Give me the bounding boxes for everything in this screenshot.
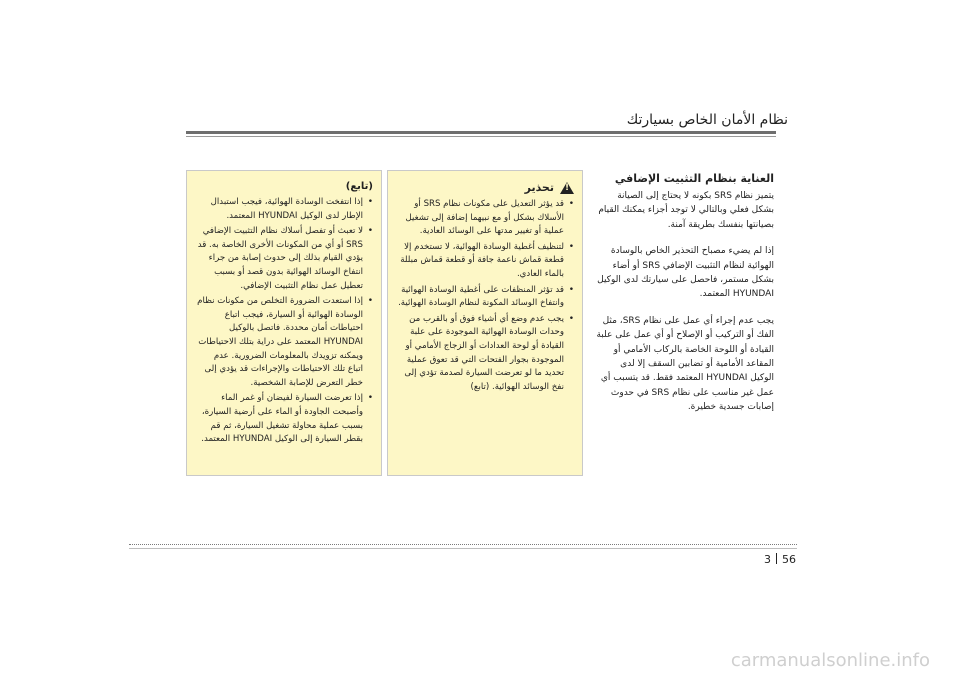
warning-bullet-list: [398, 198, 574, 394]
warning-label: تحذير: [524, 181, 554, 194]
left-bullet-list: [197, 196, 373, 447]
page-number-separator: [776, 553, 777, 564]
page-number: [764, 553, 796, 566]
warning-box: [387, 170, 583, 476]
header-rule-thin: [186, 136, 776, 137]
list-item: • إذا انتفخت الوسادة الهوائية، فيجب استبدال الإطار لدى الوكيل HYUNDAI المعتمد.: [197, 196, 373, 223]
care-paragraph: إذا لم يضيء مصباح التحذير الخاص بالوسادة الهوائية لنظام التثبيت الإضافي SRS أو أضاء بشكل مستمر، فاحصل على سيارتك لدى الوكيل HYUNDAI المعتمد.: [597, 246, 774, 300]
warning-header: [398, 181, 574, 194]
chapter-number: 3: [764, 553, 771, 566]
continued-label: (تابع): [345, 181, 373, 192]
caution-box-continued: [186, 170, 382, 476]
list-item: • قد تؤثر المنظفات على أغطية الوسادة الهوائية وانتفاخ الوسائد المكونة لنظام الوسادة الهوائية.: [398, 284, 574, 311]
list-item: • يجب عدم وضع أي أشياء فوق أو بالقرب من وحدات الوسادة الهوائية الموجودة على علبة القيادة أو لوحة العدادات أو الزجاج الأمامي أو الموجودة بجوار الفتحات التي قد تعوق عملية تحديد ما لو تعرضت السيارة لصدمة تؤدي إلى نفخ الوسائد الهوائية. (تابع): [398, 313, 574, 395]
footer-dotted-rule: [129, 544, 797, 545]
list-item: • لتنظيف أغطية الوسادة الهوائية، لا تستخدم إلا قطعة قماش ناعمة جافة أو قطعة قماش مبللة بالماء العادي.: [398, 241, 574, 282]
list-item: • لا تعبث أو تفصل أسلاك نظام التثبيت الإضافي SRS أو أي من المكونات الأخرى الخاصة به. قد يؤدي القيام بذلك إلى حدوث إصابة من جراء انتفاخ الوسائد الهوائية بدون قصد أو بسبب تعطيل عمل نظام التثبيت الإضافي.: [197, 225, 373, 293]
list-item: • إذا استعدت الضرورة التخلص من مكونات نظام الوسادة الهوائية أو السيارة، فيجب اتباع احتياطات أمان محددة. فاتصل بالوكيل HYUNDAI المعتمد على دراية بتلك الاحتياطات ويمكنه تزويدك بالمعلومات الضرورية. عدم اتباع تلك الاحتياطات والإجراءات قد يؤدي إلى خطر التعرض للإصابة الشخصية.: [197, 295, 373, 390]
page-number-value: 56: [782, 553, 796, 566]
care-paragraph: يتميز نظام SRS بكونه لا يحتاج إلى الصيانة بشكل فعلي وبالتالي لا توجد أجزاء يمكنك القيام بصيانتها بنفسك بطريقة آمنة.: [598, 191, 774, 230]
warning-triangle-icon: [560, 182, 574, 194]
care-heading: العناية بنظام التثبيت الإضافي: [614, 172, 774, 185]
header-rule: [186, 131, 776, 134]
section-title: نظام الأمان الخاص بسيارتك: [626, 112, 788, 128]
care-column: [596, 172, 774, 427]
care-paragraph: يجب عدم إجراء أي عمل على نظام SRS، مثل الفك أو التركيب أو الإصلاح أو أي عمل على علبة القيادة أو اللوحة الخاصة بالركاب الأمامي أو المقاعد الأمامية أو تضابين السقف إلا لدى الوكيل HYUNDAI المعتمد فقط. قد يتسبب أي عمل غير مناسب على نظام SRS في حدوث إصابات جسدية خطيرة.: [596, 315, 774, 413]
watermark: carmanualsonline.info: [730, 650, 930, 671]
list-item: • قد يؤثر التعديل على مكونات نظام SRS أو الأسلاك بشكل أو مع نبيهما إضافة إلى تشغيل عملية أو تغيير مدتها على الوسائد العادية.: [398, 198, 574, 239]
footer-rule: [129, 548, 797, 549]
list-item: • إذا تعرضت السيارة لفيضان أو غمر الماء وأصبحت الجاودة أو الماء على أرضية السيارة، بسبب عملية محاولة تشغيل السيارة، ثم قم بقطر السيارة إلى الوكيل HYUNDAI المعتمد.: [197, 392, 373, 446]
